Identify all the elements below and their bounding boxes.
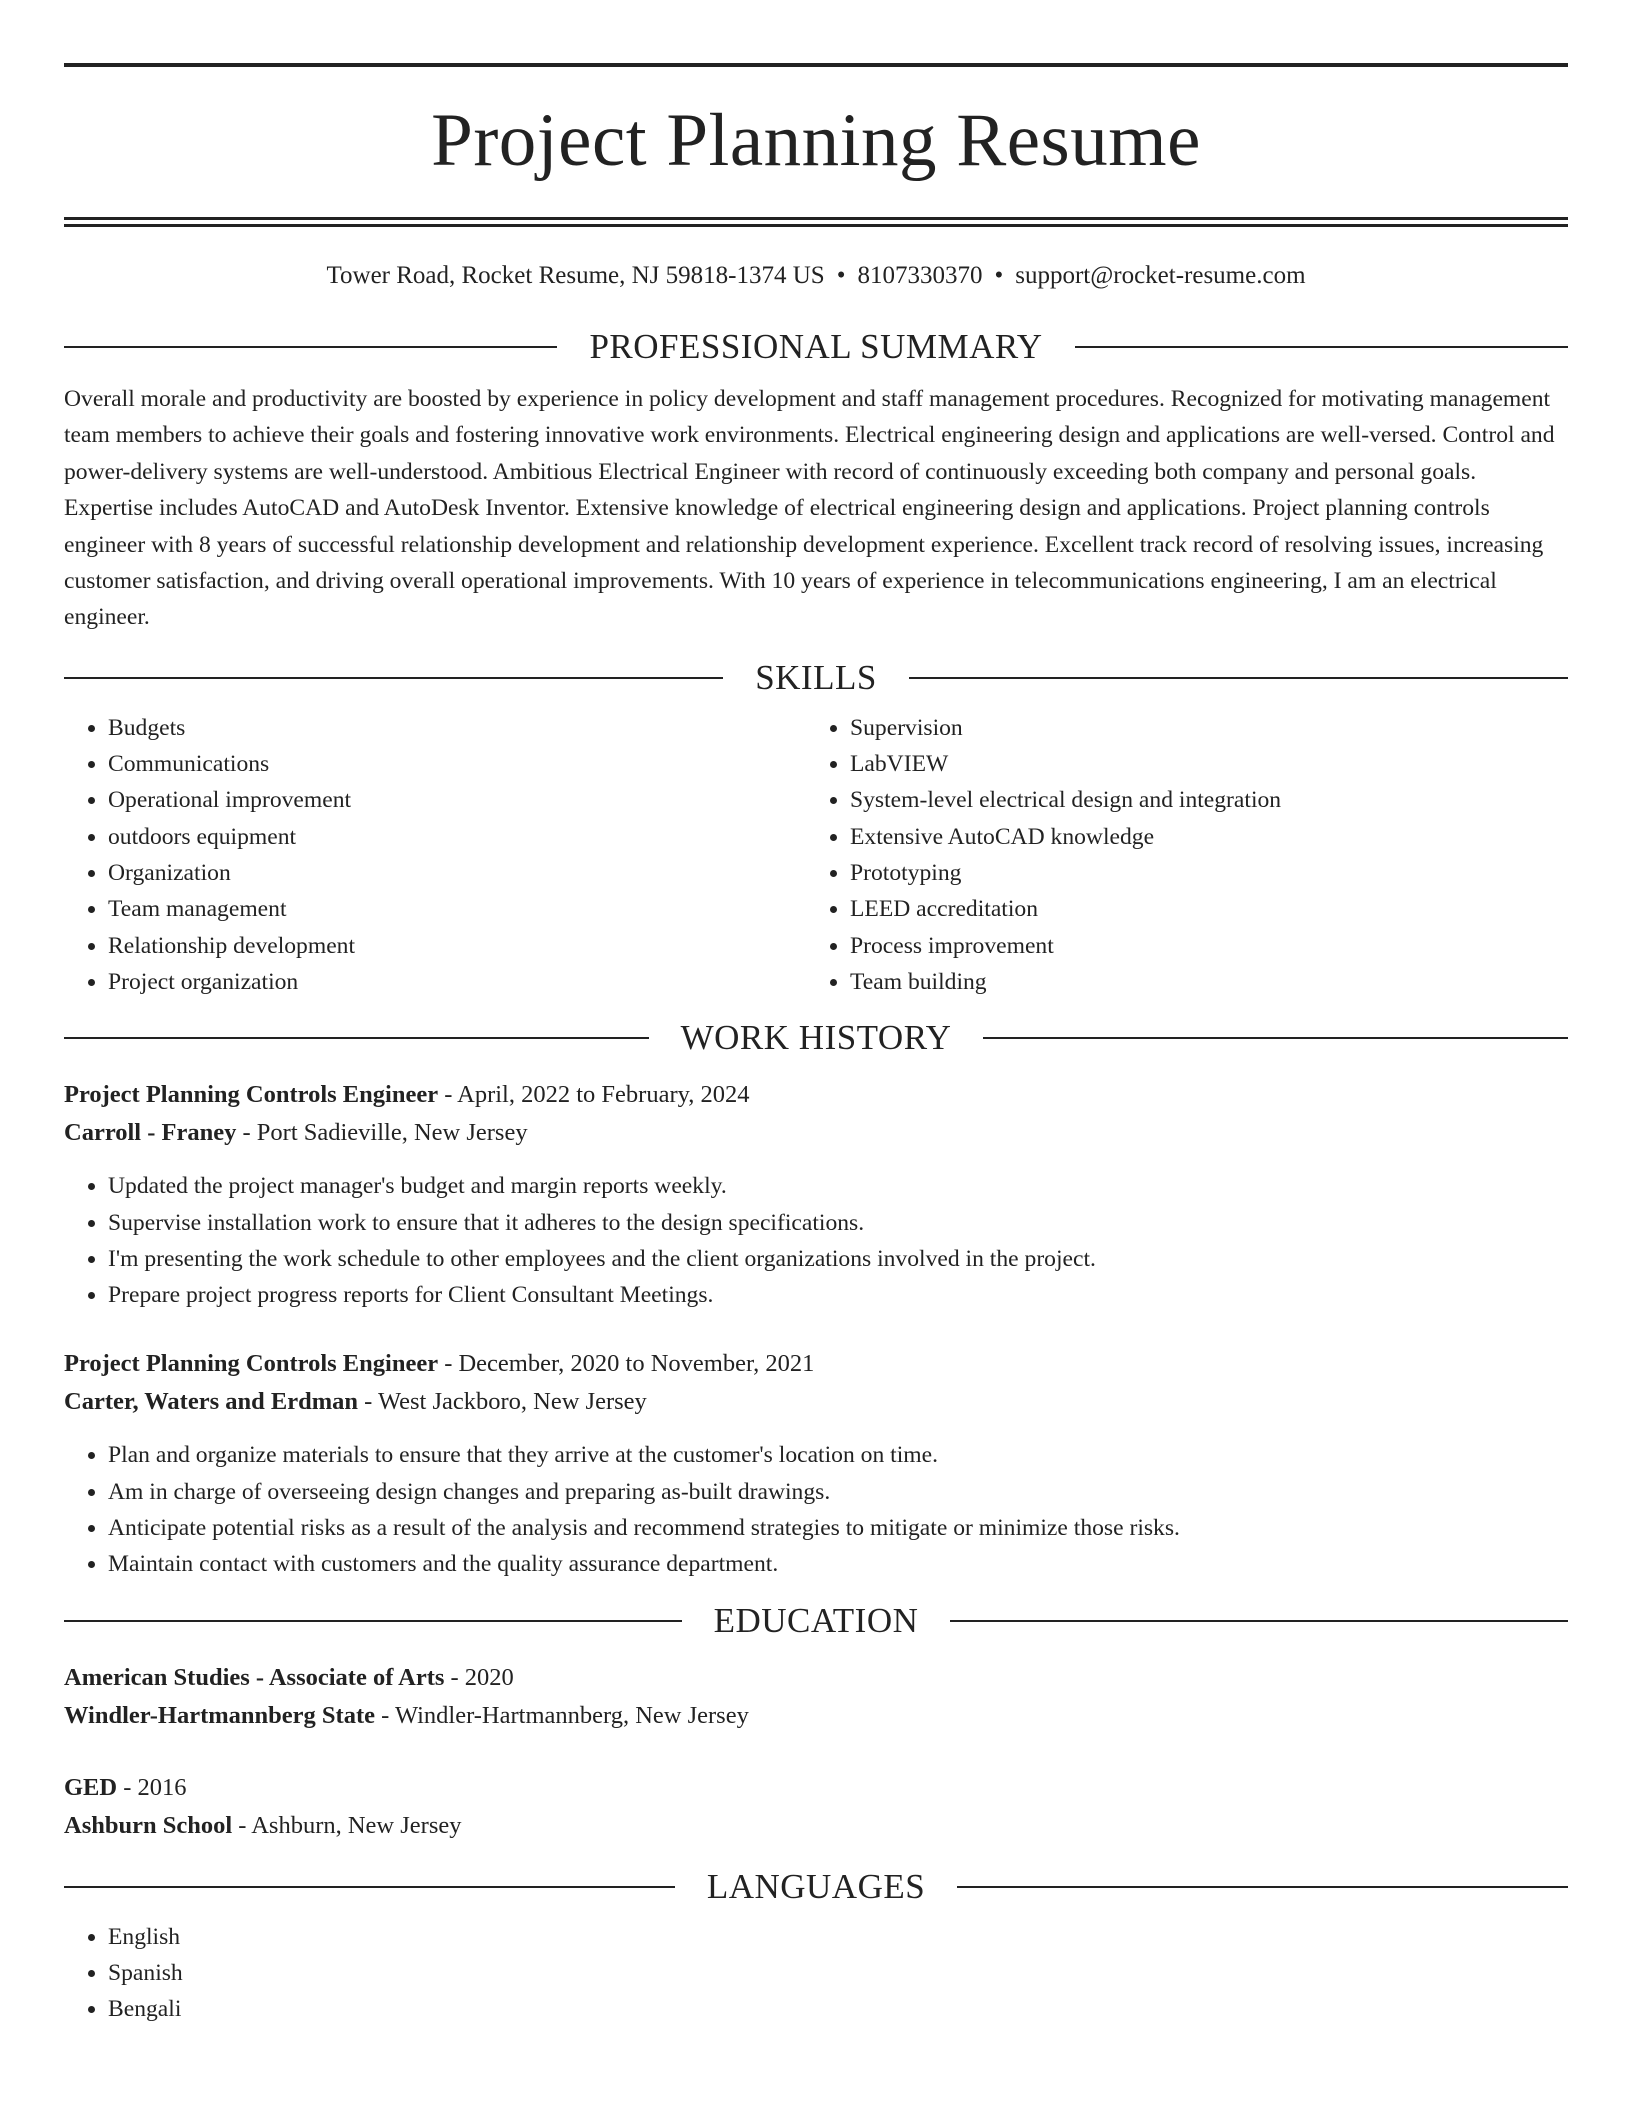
skills-list — [806, 710, 1548, 1000]
skill-item: • Extensive AutoCAD knowledge — [850, 819, 1548, 855]
job-bullet: • I'm presenting the work schedule to other employees and the client organizations involved in the project. — [108, 1241, 1568, 1277]
job-bullet: • Updated the project manager's budget and margin reports weekly. — [108, 1168, 1568, 1204]
languages-list — [64, 1919, 1568, 2028]
skill-item: • outdoors equipment — [108, 819, 806, 855]
skills-column-left — [64, 710, 806, 1000]
section-rule — [64, 1886, 675, 1888]
skill-item: • Organization — [108, 855, 806, 891]
job-bullet: • Maintain contact with customers and the quality assurance department. — [108, 1546, 1568, 1582]
section-title: EDUCATION — [713, 1600, 919, 1640]
contact-phone: 8107330370 — [857, 262, 983, 289]
education-entry — [64, 1659, 1568, 1735]
skills-list — [64, 710, 806, 1000]
title-double-rule — [64, 217, 1568, 227]
language-item: • English — [108, 1919, 1568, 1955]
job-bullet: • Am in charge of overseeing design changes and preparing as-built drawings. — [108, 1474, 1568, 1510]
job-entry — [64, 1076, 1568, 1313]
job-bullet: • Anticipate potential risks as a result of the analysis and recommend strategies to mitigate or minimize those risks. — [108, 1510, 1568, 1546]
education-school: Ashburn School — [64, 1811, 233, 1839]
section-rule — [983, 1037, 1568, 1039]
skill-item: • Team management — [108, 891, 806, 927]
skill-item: • Operational improvement — [108, 782, 806, 818]
section-header-summary — [64, 327, 1568, 367]
skill-item: • LEED accreditation — [850, 891, 1548, 927]
skill-item: • Supervision — [850, 710, 1548, 746]
contact-line — [64, 261, 1568, 291]
skill-item: • Budgets — [108, 710, 806, 746]
skill-item: • Prototyping — [850, 855, 1548, 891]
education-year: - 2016 — [117, 1773, 187, 1801]
job-dates: - December, 2020 to November, 2021 — [438, 1350, 815, 1378]
job-company: Carter, Waters and Erdman — [64, 1388, 358, 1416]
section-title: WORK HISTORY — [680, 1018, 952, 1058]
education-entry — [64, 1769, 1568, 1845]
job-location: - West Jackboro, New Jersey — [358, 1388, 647, 1416]
section-rule — [64, 346, 557, 348]
section-title: SKILLS — [755, 657, 877, 697]
job-bullet: • Supervise installation work to ensure that it adheres to the design specifications. — [108, 1205, 1568, 1241]
education-location: - Windler-Hartmannberg, New Jersey — [375, 1701, 749, 1729]
skills-grid — [64, 710, 1568, 1000]
education-year: - 2020 — [444, 1663, 514, 1691]
education-school-line — [64, 1807, 1568, 1845]
education-school-line — [64, 1697, 1568, 1735]
education-degree: GED — [64, 1773, 118, 1801]
section-rule — [64, 1037, 649, 1039]
job-company: Carroll - Franey — [64, 1119, 237, 1147]
section-header-work — [64, 1018, 1568, 1058]
job-company-line — [64, 1383, 1568, 1421]
job-bullet: • Prepare project progress reports for Client Consultant Meetings. — [108, 1277, 1568, 1313]
job-dates: - April, 2022 to February, 2024 — [438, 1081, 750, 1109]
education-degree-line — [64, 1769, 1568, 1807]
job-location: - Port Sadieville, New Jersey — [236, 1119, 528, 1147]
job-bullet: • Plan and organize materials to ensure that they arrive at the customer's location on time. — [108, 1437, 1568, 1473]
language-item: • Bengali — [108, 1991, 1568, 2027]
skill-item: • System-level electrical design and integration — [850, 782, 1548, 818]
contact-email: support@rocket-resume.com — [1015, 262, 1306, 289]
section-rule — [64, 1620, 682, 1622]
job-title-line — [64, 1076, 1568, 1114]
section-title: LANGUAGES — [706, 1866, 926, 1906]
page-title: Project Planning Resume — [431, 99, 1201, 182]
skill-item: • Project organization — [108, 964, 806, 1000]
skill-item: • Relationship development — [108, 928, 806, 964]
skill-item: • LabVIEW — [850, 746, 1548, 782]
education-school: Windler-Hartmannberg State — [64, 1701, 375, 1729]
section-header-languages — [64, 1867, 1568, 1907]
job-title-line — [64, 1345, 1568, 1383]
contact-separator: • — [994, 262, 1004, 289]
education-degree: American Studies - Associate of Arts — [64, 1663, 445, 1691]
job-bullets — [64, 1168, 1568, 1313]
contact-separator: • — [836, 262, 846, 289]
language-item: • Spanish — [108, 1955, 1568, 1991]
education-degree-line — [64, 1659, 1568, 1697]
skill-item: • Communications — [108, 746, 806, 782]
job-title: Project Planning Controls Engineer — [64, 1081, 439, 1109]
contact-address: Tower Road, Rocket Resume, NJ 59818-1374 US — [326, 262, 825, 289]
section-rule — [1075, 346, 1568, 348]
job-entry — [64, 1345, 1568, 1582]
section-title: PROFESSIONAL SUMMARY — [589, 327, 1043, 366]
resume-page — [64, 0, 1568, 2027]
education-location: - Ashburn, New Jersey — [232, 1811, 462, 1839]
summary-text: Overall morale and productivity are boosted by experience in policy development and staff management procedures. Recognized for motivating management team members to achieve their goals and fostering innovative work environments. Electrical engineering design and applications are well-versed. Control and power-delivery systems are well-understood. Ambitious Electrical Engineer with record of continuously exceeding both company and personal goals. Expertise includes AutoCAD and AutoDesk Inventor. Extensive knowledge of electrical engineering design and applications. Project planning controls engineer with 8 years of successful relationship development and relationship development experience. Excellent track record of resolving issues, increasing customer satisfaction, and driving overall operational improvements. With 10 years of experience in telecommunications engineering, I am an electrical engineer. — [64, 386, 1555, 631]
skill-item: • Process improvement — [850, 928, 1548, 964]
section-rule — [64, 677, 723, 679]
skills-column-right — [806, 710, 1548, 1000]
job-bullets — [64, 1437, 1568, 1582]
section-rule — [957, 1886, 1568, 1888]
section-header-education — [64, 1601, 1568, 1641]
section-header-skills — [64, 658, 1568, 698]
top-rule — [64, 63, 1568, 67]
section-rule — [909, 677, 1568, 679]
job-company-line — [64, 1114, 1568, 1152]
section-rule — [950, 1620, 1568, 1622]
job-title: Project Planning Controls Engineer — [64, 1350, 439, 1378]
skill-item: • Team building — [850, 964, 1548, 1000]
